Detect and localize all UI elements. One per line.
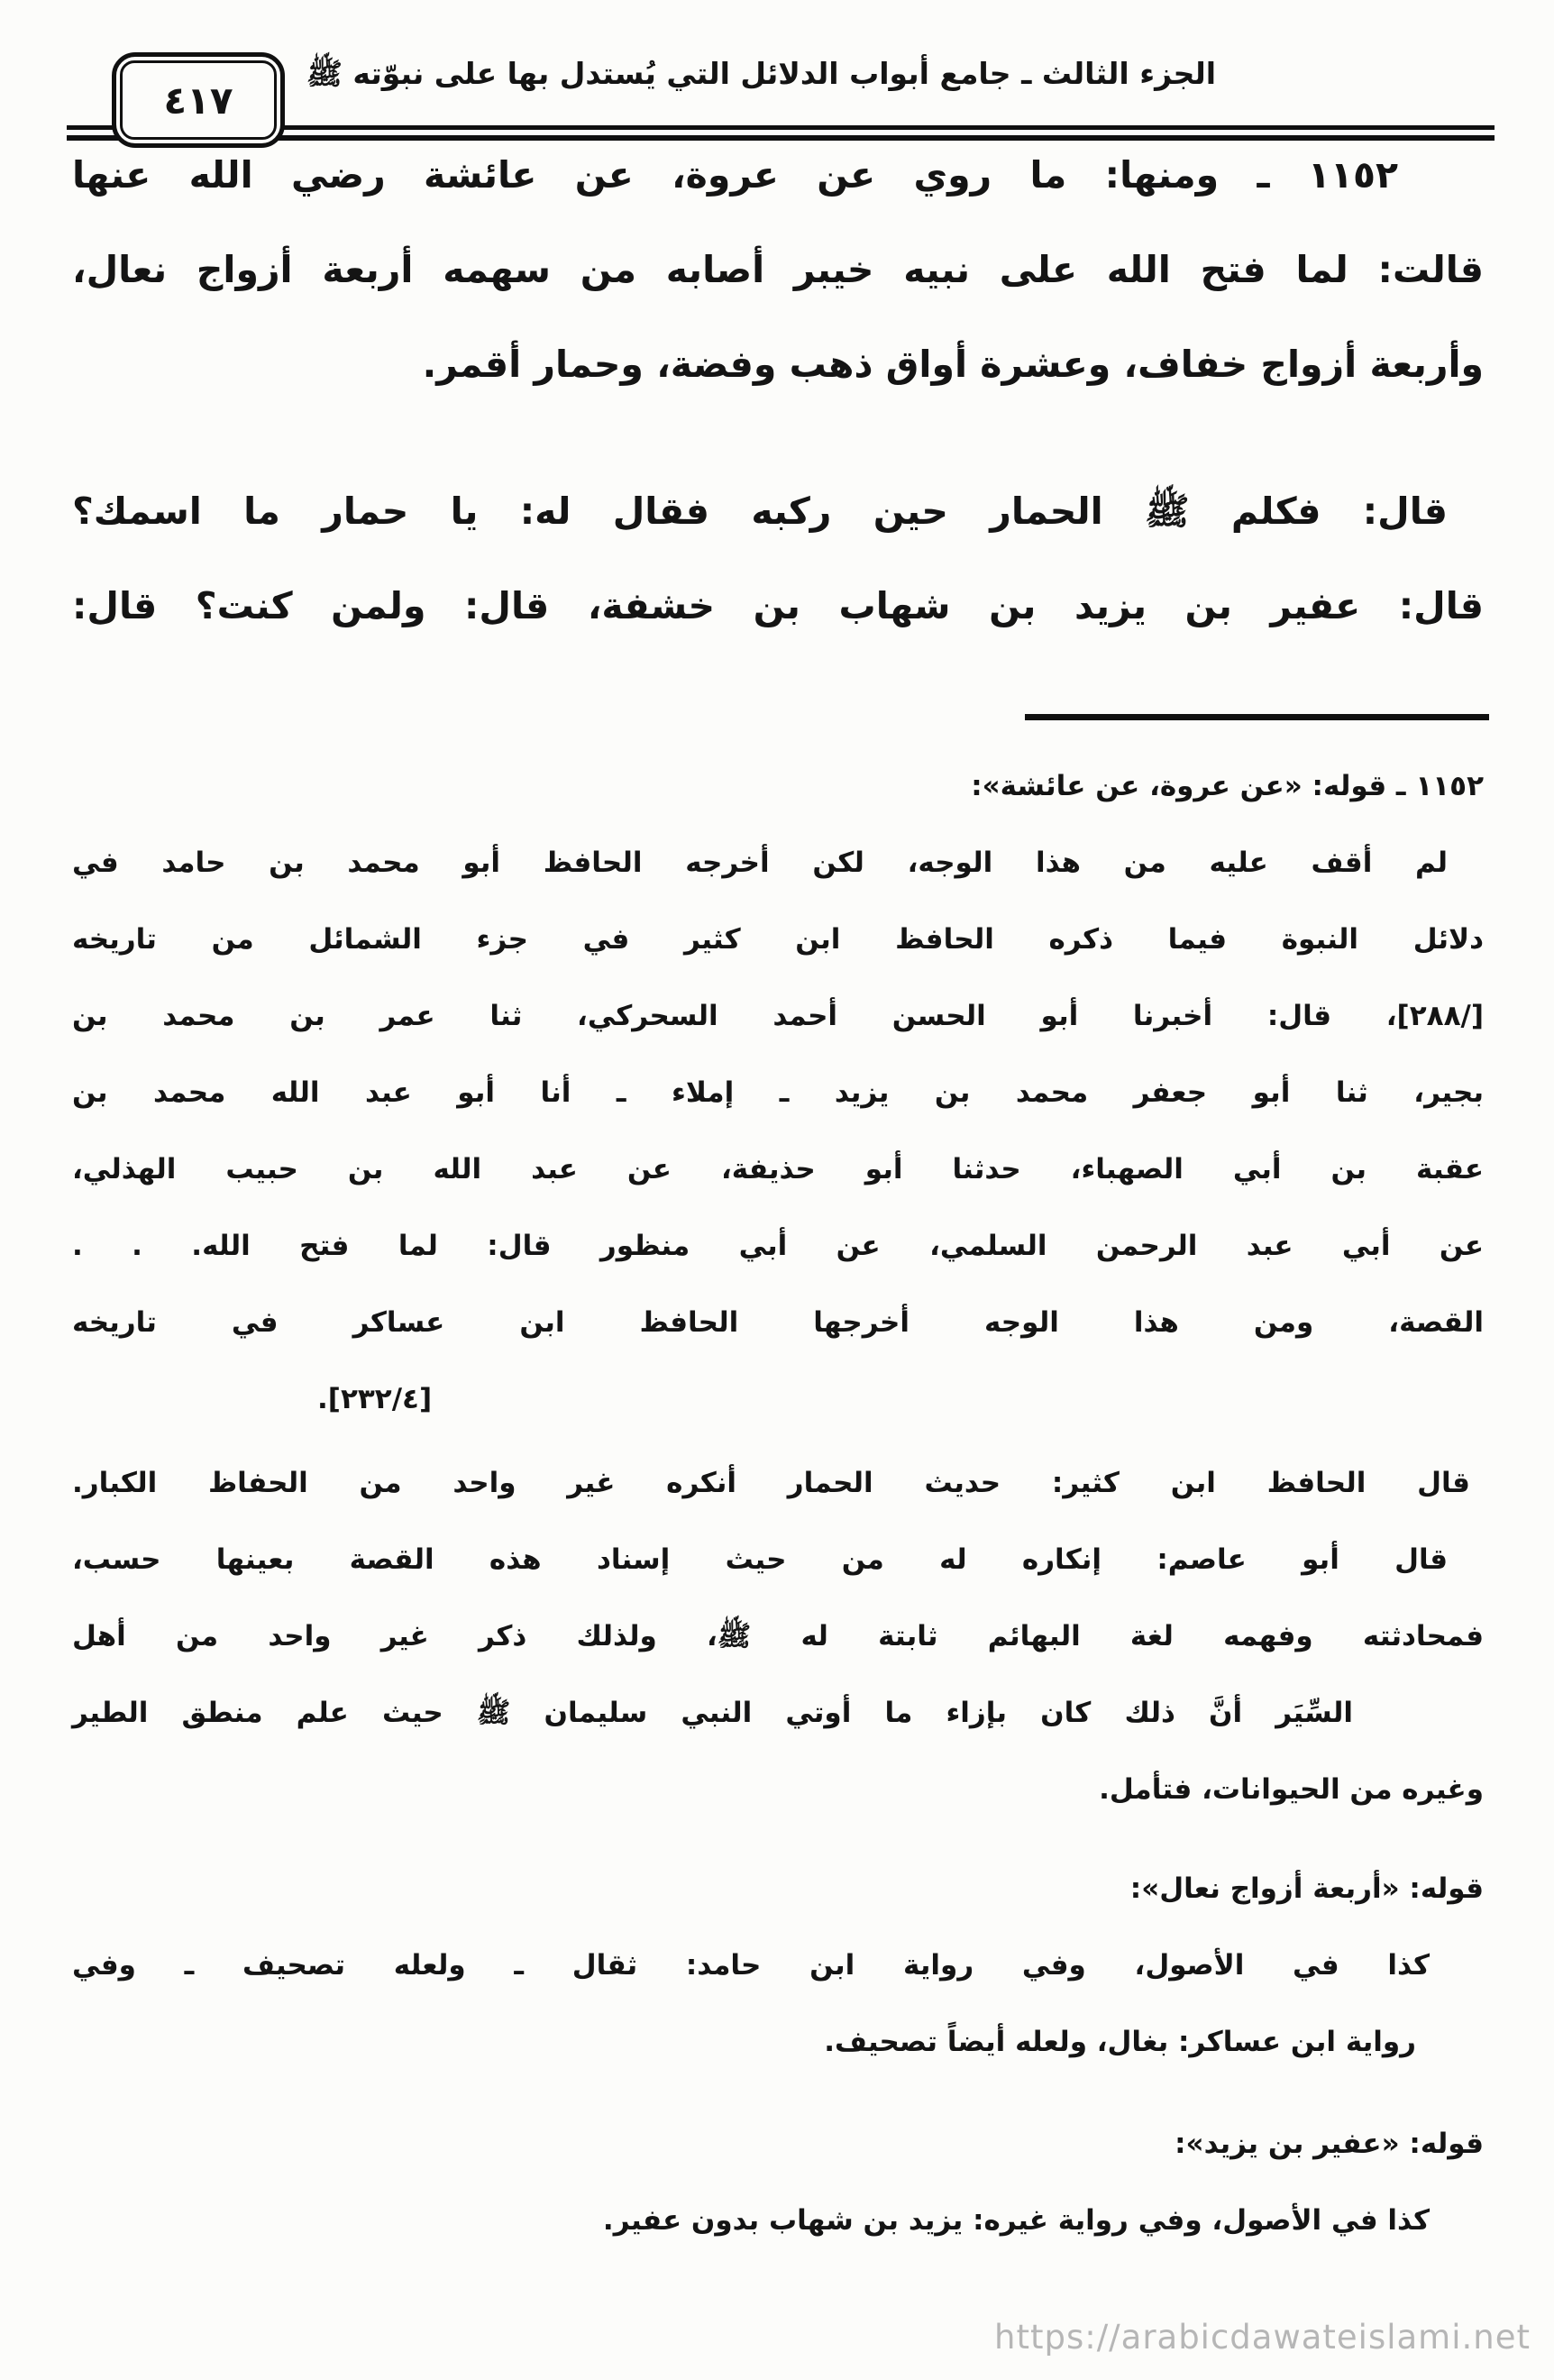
footnote-line: السِّيَر أنَّ ذلك كان بإزاء ما أوتي النبي سليمان ﷺ حيث علم منطق الطير	[72, 1697, 1353, 1729]
main-text-line: قال: عفير بن يزيد بن شهاب بن خشفة، قال: ولمن كنت؟ قال:	[72, 584, 1484, 627]
footnote-line: لم أقف عليه من هذا الوجه، لكن أخرجه الحافظ أبو محمد بن حامد في	[72, 847, 1448, 879]
footnote-line: القصة، ومن هذا الوجه أخرجها الحافظ ابن عساكر في تاريخه	[72, 1306, 1484, 1339]
footnote-citation-line: [٢٣٢/٤].	[317, 1383, 433, 1415]
footnote-line: بجير، ثنا أبو جعفر محمد بن يزيد ـ إملاء ـ أنا أبو عبد الله محمد بن	[72, 1076, 1484, 1109]
main-text-line: وأربعة أزواج خفاف، وعشرة أواق ذهب وفضة، وحمار أقمر.	[422, 343, 1484, 386]
main-text-line: قالت: لما فتح الله على نبيه خيبر أصابه من سهمه أربعة أزواج نعال،	[72, 248, 1484, 291]
main-text-line: قال: فكلم ﷺ الحمار حين ركبه فقال له: يا حمار ما اسمك؟	[72, 490, 1448, 533]
page-number: ٤١٧	[120, 60, 277, 140]
footnote-heading: قوله: «عفير بن يزيد»:	[1175, 2128, 1484, 2160]
footnote-heading: ١١٥٢ ـ قوله: «عن عروة، عن عائشة»:	[971, 770, 1484, 802]
footnote-line: قال الحافظ ابن كثير: حديث الحمار أنكره غير واحد من الحفاظ الكبار.	[72, 1467, 1470, 1499]
footnote-separator-rule	[1025, 714, 1489, 720]
page-number-badge	[112, 52, 285, 148]
footnote-line: رواية ابن عساكر: بغال، ولعله أيضاً تصحيف.	[824, 2026, 1416, 2058]
main-text-line: ١١٥٢ ـ ومنها: ما روي عن عروة، عن عائشة رضي الله عنها	[72, 153, 1398, 197]
footnote-line: كذا في الأصول، وفي رواية غيره: يزيد بن شهاب بدون عفير.	[602, 2204, 1430, 2237]
main-text-block	[72, 128, 1484, 654]
footnote-line: دلائل النبوة فيما ذكره الحافظ ابن كثير في جزء الشمائل من تاريخه	[72, 923, 1484, 956]
footnote-line: فمحادثته وفهمه لغة البهائم ثابتة له ﷺ، ولذلك ذكر غير واحد من أهل	[72, 1620, 1484, 1652]
footnote-line: عن أبي عبد الرحمن السلمي، عن أبي منظور قال: لما فتح الله. . .	[72, 1230, 1484, 1262]
footnote-line: قال أبو عاصم: إنكاره له من حيث إسناد هذه القصة بعينها حسب،	[72, 1543, 1448, 1576]
footnotes-block	[72, 739, 1484, 2259]
footnote-line: [/٢٨٨]، قال: أخبرنا أبو الحسن أحمد السحركي، ثنا عمر بن محمد بن	[72, 1000, 1484, 1032]
running-header-title: الجزء الثالث ـ جامع أبواب الدلائل التي يُستدل بها على نبوّته ﷺ	[306, 56, 1217, 91]
footnote-line: عقبة بن أبي الصهباء، حدثنا أبو حذيفة، عن عبد الله بن حبيب الهذلي،	[72, 1153, 1484, 1185]
footnote-line: كذا في الأصول، وفي رواية ابن حامد: ثقال ـ ولعله تصحيف ـ وفي	[72, 1949, 1430, 1982]
footnote-line: وغيره من الحيوانات، فتأمل.	[1099, 1773, 1484, 1806]
watermark-url: https://arabicdawateislami.net	[994, 2318, 1531, 2357]
footnote-heading: قوله: «أربعة أزواج نعال»:	[1129, 1872, 1484, 1905]
